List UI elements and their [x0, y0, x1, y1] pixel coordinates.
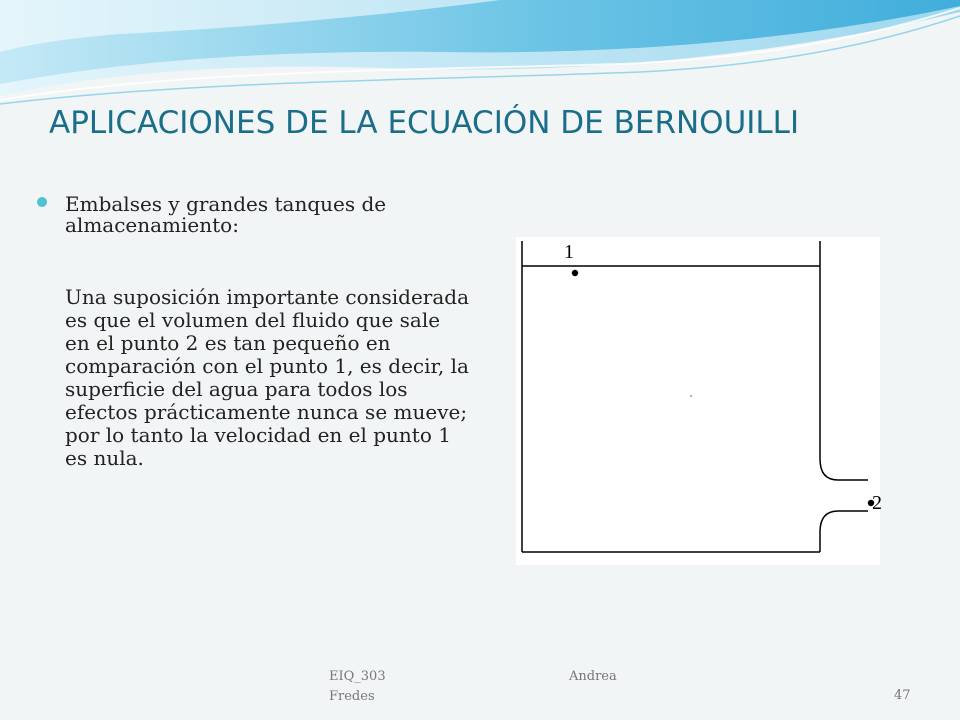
point-1-label: 1 — [564, 241, 574, 263]
footer-course: EIQ_303 — [329, 669, 386, 684]
footer-author-last: Fredes — [329, 689, 375, 704]
tank-diagram — [516, 237, 880, 565]
footer-credit — [329, 667, 619, 707]
point-2-label: 2 — [872, 492, 882, 514]
explanation-paragraph: Una suposición importante considerada es que el volumen del fluido que sale en el punto 2 es tan pequeño en comparación con el punto 1, es decir, la superficie del agua para todos los efectos prácticamente nunca se mueve; por lo tanto la velocidad en el punto 1 es nula. — [65, 285, 470, 470]
bullet-icon — [37, 197, 47, 207]
header-wave-decoration — [0, 0, 960, 110]
footer-author-first: Andrea — [569, 669, 617, 684]
point-1-marker — [572, 270, 578, 276]
center-speck — [690, 395, 692, 397]
bullet-text: Embalses y grandes tanques de almacenamiento: — [65, 192, 387, 237]
outlet-lower-edge — [820, 511, 868, 552]
outlet-upper-edge — [820, 459, 868, 480]
page-number: 47 — [894, 688, 911, 703]
slide-title: APLICACIONES DE LA ECUACIÓN DE BERNOUILLI — [49, 105, 800, 141]
